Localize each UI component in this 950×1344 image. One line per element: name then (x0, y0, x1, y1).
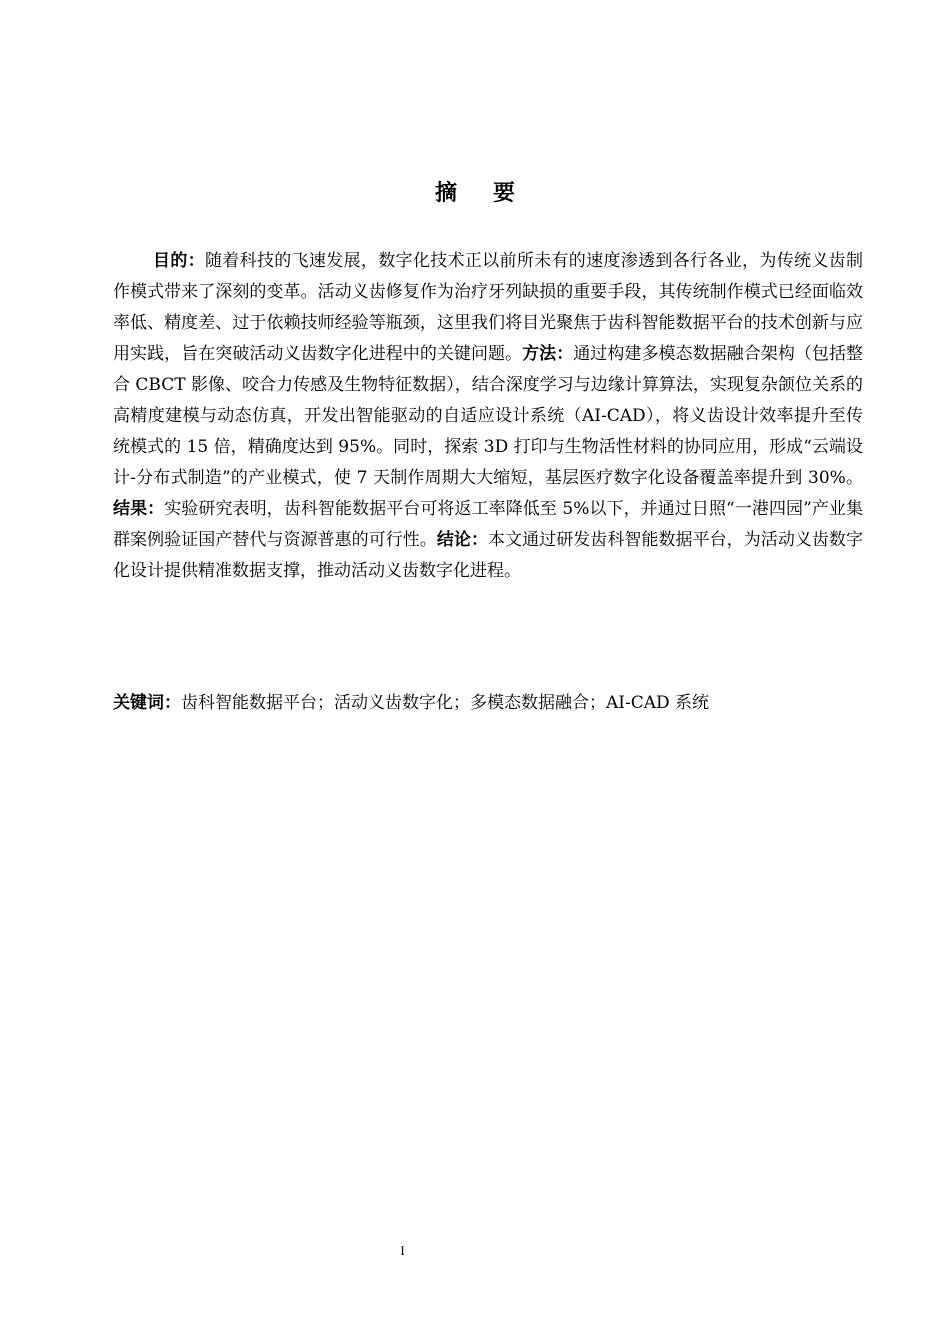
conclusion-label: 结论： (436, 530, 489, 550)
keywords-label: 关键词： (113, 693, 181, 713)
keywords-text: 齿科智能数据平台；活动义齿数字化；多模态数据融合；AI-CAD 系统 (181, 693, 710, 713)
result-label: 结果： (113, 499, 165, 519)
conclusion-text: 本文通过研发齿科智能数据平台，为活动义齿数字化设计提供精准数据支撑，推动活动义齿数字化进程。 (113, 530, 864, 581)
page-number: I (400, 1243, 405, 1258)
keywords-line (113, 689, 863, 717)
page-title: 摘要 (434, 181, 551, 206)
result-text: 实验研究表明，齿科智能数据平台可将返工率降低至 5%以下，并通过日照“一港四园”产业集群案例验证国产替代与资源普惠的可行性。 (113, 499, 864, 550)
abstract-paragraph (113, 246, 863, 587)
method-text: 通过构建多模态数据融合架构（包括整合 CBCT 影像、咬合力传感及生物特征数据），结合深度学习与边缘计算算法，实现复杂颌位关系的高精度建模与动态仿真，开发出智能驱动的自适应设计系统（AI-CAD），将义齿设计效率提升至传统模式的 15 倍，精确度达到 95%。同时，探索 3D 打印与生物活性材料的协同应用，形成“云端设计-分布式制造”的产业模式，使 7 天制作周期大大缩短，基层医疗数字化设备覆盖率提升到 30%。 (113, 344, 864, 488)
method-label: 方法： (522, 344, 574, 364)
purpose-text: 随着科技的飞速发展，数字化技术正以前所未有的速度渗透到各行各业，为传统义齿制作模式带来了深刻的变革。活动义齿修复作为治疗牙列缺损的重要手段，其传统制作模式已经面临效率低、精度差、过于依赖技师经验等瓶颈，这里我们将目光聚焦于齿科智能数据平台的技术创新与应用实践，旨在突破活动义齿数字化进程中的关键问题。 (113, 251, 864, 364)
purpose-label: 目的： (153, 251, 205, 271)
